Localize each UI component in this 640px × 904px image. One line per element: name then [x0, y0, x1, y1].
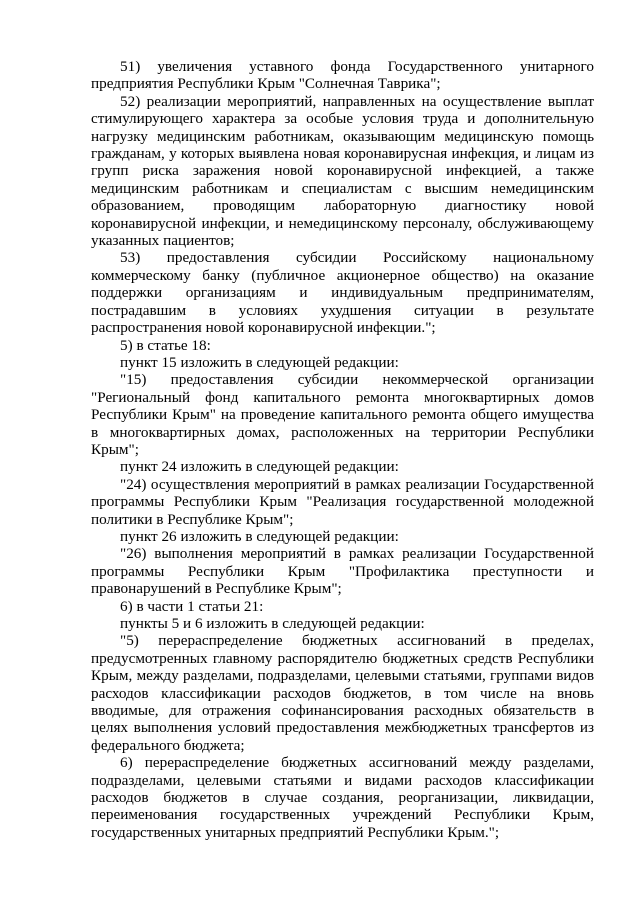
paragraph-item-51: 51) увеличения уставного фонда Государственного унитарного предприятия Республики Крым "Солнечная Таврика";: [91, 58, 594, 93]
paragraph-instruction-24: пункт 24 изложить в следующей редакции:: [120, 458, 399, 476]
paragraph-item-53: 53) предоставления субсидии Российскому национальному коммерческому банку (публичное акционерное общество) на оказание поддержки организациям и индивидуальным предпринимателям, пострадавшим в условиях ухудшения ситуации в результате распространения новой коронавирусной инфекции.";: [91, 249, 594, 337]
paragraph-item-24: "24) осуществления мероприятий в рамках реализации Государственной программы Республики Крым "Реализация государственной молодежной политики в Республике Крым";: [91, 475, 594, 528]
paragraph-item-15: "15) предоставления субсидии некоммерческой организации "Региональный фонд капитального ремонта многоквартирных домов Республики Крым" на проведение капитального ремонта общего имущества в многоквартирных домах, расположенных на территории Республики Крым";: [91, 371, 594, 458]
paragraph-item-26: "26) выполнения мероприятий в рамках реализации Государственной программы Республики Крым "Профилактика преступности и правонарушений в Республике Крым";: [91, 545, 594, 598]
paragraph-instruction-26: пункт 26 изложить в следующей редакции:: [120, 527, 399, 545]
document-body: [91, 58, 594, 841]
paragraph-item-52: 52) реализации мероприятий, направленных на осуществление выплат стимулирующего характера за особые условия труда и дополнительную нагрузку медицинским работникам, оказывающим медицинскую помощь гражданам, у которых выявлена новая коронавирусная инфекция, и лицам из групп риска заражения новой коронавирусной инфекцией, а также медицинским работникам и специалистам с высшим немедицинским образованием, проводящим лабораторную диагностику новой коронавирусной инфекции, и немедицинскому персоналу, обслуживающему указанных пациентов;: [91, 92, 594, 250]
paragraph-article-21: 6) в части 1 статьи 21:: [120, 597, 264, 615]
paragraph-item-5: "5) перераспределение бюджетных ассигнований в пределах, предусмотренных главному распорядителю бюджетных средств Республики Крым, между разделами, подразделами, целевыми статьями, группами видов расходов классификации расходов бюджетов, в том числе на вновь вводимые, для отражения софинансирования расходных обязательств в целях выполнения условий предоставления межбюджетных трансфертов из федерального бюджета;: [91, 632, 594, 754]
paragraph-instruction-5-6: пункты 5 и 6 изложить в следующей редакции:: [120, 615, 425, 632]
paragraph-article-18: 5) в статье 18:: [120, 336, 211, 354]
paragraph-instruction-15: пункт 15 изложить в следующей редакции:: [120, 353, 399, 371]
paragraph-item-6: 6) перераспределение бюджетных ассигнований между разделами, подразделами, целевыми статьями и видами расходов классификации расходов бюджетов в случае создания, реорганизации, ликвидации, переименования государственных учреждений Республики Крым, государственных унитарных предприятий Республики Крым.";: [91, 754, 594, 841]
